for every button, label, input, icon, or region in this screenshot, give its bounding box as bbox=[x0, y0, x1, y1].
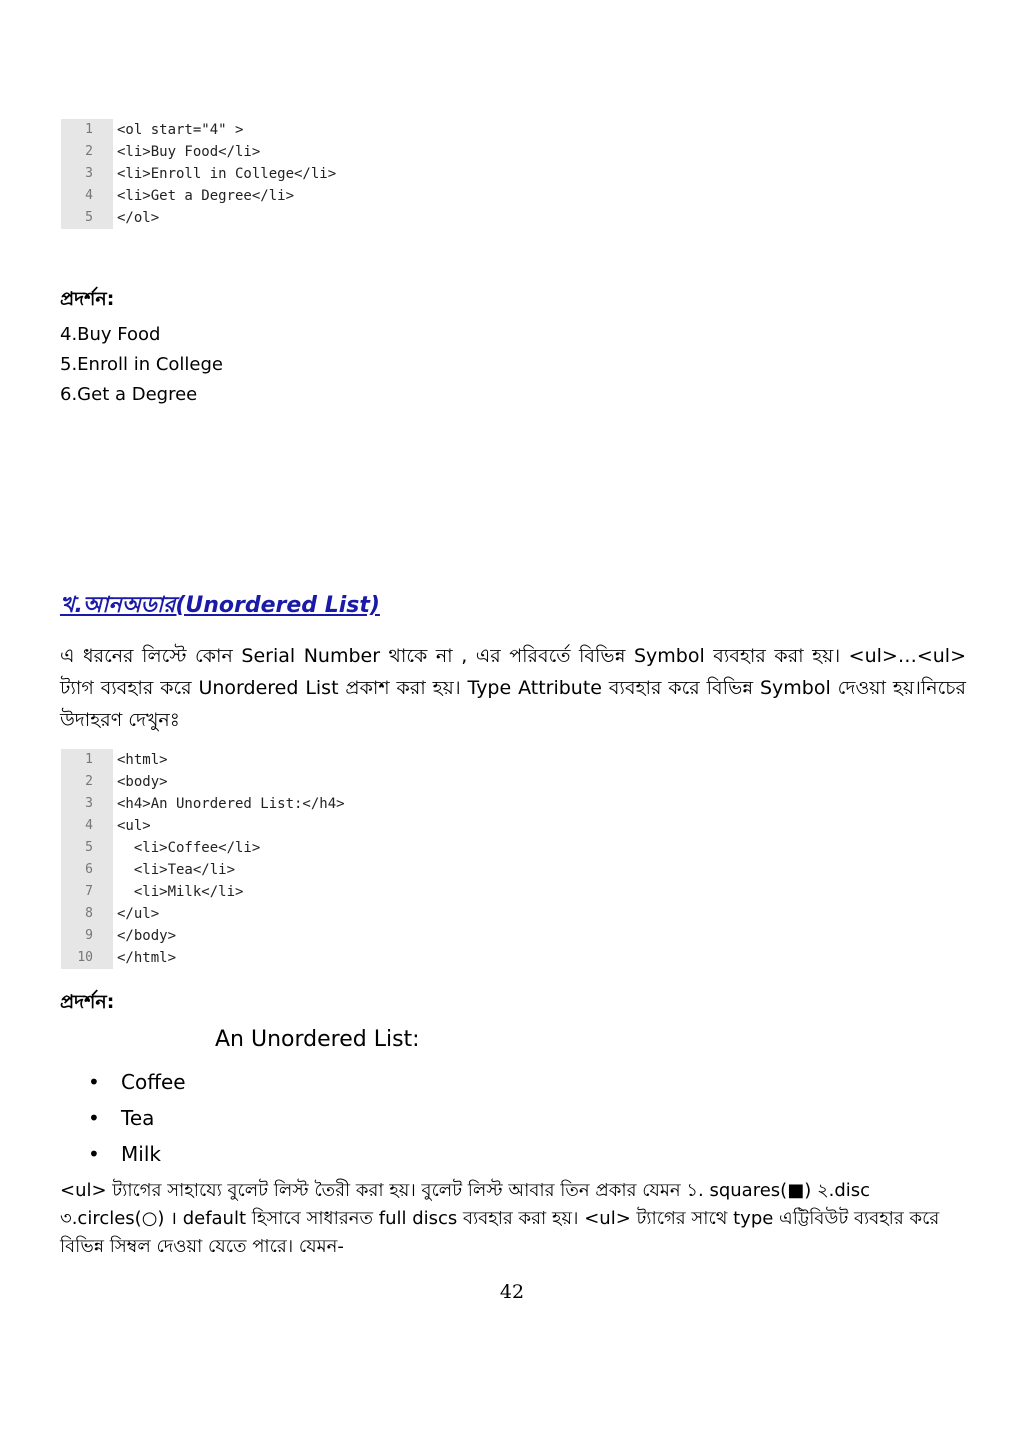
line-number: 7 bbox=[61, 881, 113, 903]
list-item-text: Milk bbox=[121, 1142, 161, 1166]
code-line bbox=[61, 163, 601, 185]
code-line bbox=[61, 771, 601, 793]
code-text: <html> bbox=[117, 752, 168, 768]
code-text: <li>Coffee</li> bbox=[117, 840, 261, 856]
demo-bullet-list bbox=[88, 1066, 186, 1174]
line-number: 3 bbox=[61, 163, 113, 185]
code-text: </ol> bbox=[117, 210, 160, 226]
demo-list-title: An Unordered List: bbox=[215, 1027, 420, 1052]
line-number: 2 bbox=[61, 141, 113, 163]
list-item bbox=[88, 1102, 186, 1138]
line-number: 2 bbox=[61, 771, 113, 793]
line-number: 1 bbox=[61, 749, 113, 771]
code-line bbox=[61, 749, 601, 771]
bullet-icon: • bbox=[88, 1070, 100, 1094]
display-heading-2: প্রদর্শন: bbox=[60, 991, 115, 1013]
page-number: 42 bbox=[499, 1281, 525, 1303]
code-text: </html> bbox=[117, 950, 177, 966]
code-line bbox=[61, 815, 601, 837]
code-text: <body> bbox=[117, 774, 168, 790]
line-number: 4 bbox=[61, 185, 113, 207]
line-number: 10 bbox=[61, 947, 113, 969]
list-item bbox=[88, 1066, 186, 1102]
code-text: <li>Enroll in College</li> bbox=[117, 166, 337, 182]
line-number: 8 bbox=[61, 903, 113, 925]
line-number: 1 bbox=[61, 119, 113, 141]
bullet-types-paragraph: <ul> ট্যাগের সাহায্যে বুলেট লিস্ট তৈরী করা হয়। বুলেট লিস্ট আবার তিন প্রকার যেমন ১. squares(■) ২.disc ৩.circles(○) । default হিসাবে সাধারনত full discs ব্যবহার করা হয়। <ul> ট্যাগের সাথে type এট্টিবিউট ব্যবহার করে বিভিন্ন সিম্বল দেওয়া যেতে পারে। যেমন- bbox=[60, 1180, 940, 1257]
code-block-ordered bbox=[61, 119, 601, 229]
code-text: <li>Get a Degree</li> bbox=[117, 188, 295, 204]
list-item-text: Tea bbox=[121, 1106, 155, 1130]
bullet-icon: • bbox=[88, 1106, 100, 1130]
code-text: <li>Buy Food</li> bbox=[117, 144, 261, 160]
list-item bbox=[88, 1138, 186, 1174]
code-line bbox=[61, 793, 601, 815]
line-number: 3 bbox=[61, 793, 113, 815]
display-heading: প্রদর্শন: bbox=[60, 288, 115, 310]
code-text: <li>Milk</li> bbox=[117, 884, 244, 900]
line-number: 9 bbox=[61, 925, 113, 947]
code-line bbox=[61, 947, 601, 969]
line-number: 5 bbox=[61, 837, 113, 859]
code-text: <ul> bbox=[117, 818, 151, 834]
list-item-text: Coffee bbox=[121, 1070, 186, 1094]
output-line: 5.Enroll in College bbox=[60, 354, 223, 375]
code-line bbox=[61, 903, 601, 925]
line-number: 4 bbox=[61, 815, 113, 837]
ordered-output bbox=[60, 320, 223, 410]
code-line bbox=[61, 207, 601, 229]
code-line bbox=[61, 859, 601, 881]
code-line bbox=[61, 925, 601, 947]
intro-paragraph: এ ধরনের লিস্টে কোন Serial Number থাকে না , এর পরিবর্তে বিভিন্ন Symbol ব্যবহার করা হয়। <ul>…<ul> ট্যাগ ব্যবহার করে Unordered List প্রকাশ করা হয়। Type Attribute ব্যবহার করে বিভিন্ন Symbol দেওয়া হয়।নিচের উদাহরণ দেখুনঃ bbox=[60, 645, 966, 731]
line-number: 6 bbox=[61, 859, 113, 881]
code-block-unordered bbox=[61, 749, 601, 969]
code-line bbox=[61, 119, 601, 141]
code-line bbox=[61, 881, 601, 903]
output-line: 4.Buy Food bbox=[60, 324, 161, 345]
code-text: </body> bbox=[117, 928, 177, 944]
code-text: <ol start="4" > bbox=[117, 122, 244, 138]
line-number: 5 bbox=[61, 207, 113, 229]
output-line: 6.Get a Degree bbox=[60, 384, 198, 405]
code-line bbox=[61, 141, 601, 163]
section-title: খ.আনঅডার(Unordered List) bbox=[60, 593, 380, 618]
code-text: <h4>An Unordered List:</h4> bbox=[117, 796, 345, 812]
code-line bbox=[61, 185, 601, 207]
code-line bbox=[61, 837, 601, 859]
code-text: </ul> bbox=[117, 906, 160, 922]
code-text: <li>Tea</li> bbox=[117, 862, 236, 878]
bullet-icon: • bbox=[88, 1142, 100, 1166]
